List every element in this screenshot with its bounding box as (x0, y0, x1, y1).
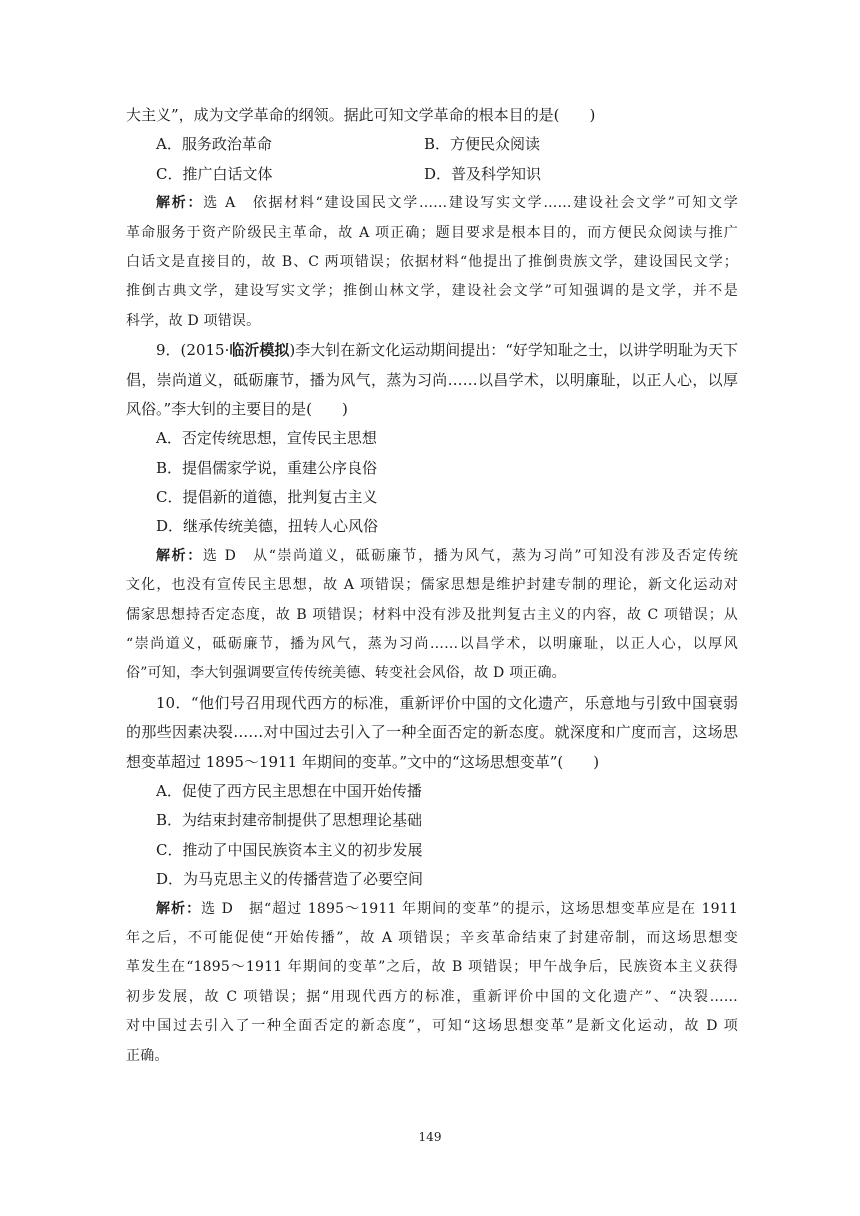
q10-analysis-line: 对中国过去引入了一种全面否定的新态度”，可知“这场思想变革”是新文化运动，故 D 项 (126, 1018, 738, 1035)
q9-stem-text: )李大钊在新文化运动期间提出：“好学知耻之士，以讲学明耻为天下 (289, 341, 738, 360)
q8-option-c: C．推广白话文体 (156, 164, 273, 183)
q8-option-b: B．方便民众阅读 (424, 135, 541, 154)
q9-number: 9．(2015· (156, 341, 230, 360)
analysis-text: 选 D 从“崇尚道义，砥砺廉节，播为风气，蒸为习尚”可知没有涉及否定传统 (202, 547, 738, 564)
q10-analysis-line: 初步发展，故 C 项错误；据“用现代西方的标准，重新评价中国的文化遗产”、“决裂…… (126, 988, 738, 1005)
q10-option-b: B．为结束封建帝制提供了思想理论基础 (156, 811, 423, 830)
q8-options-row-1 (126, 130, 738, 159)
q10-option-a: A．促使了西方民主思想在中国开始传播 (156, 781, 422, 800)
q8-options-row-2 (126, 160, 738, 189)
q10-analysis-line: 年之后，不可能促使“开始传播”，故 A 项错误；辛亥革命结束了封建帝制，而这场思想变 (126, 929, 738, 946)
q9-option-d: D．继承传统美德，扭转人心风俗 (156, 517, 379, 536)
q8-stem-tail: 大主义”，成为文学革命的纲领。据此可知文学革命的根本目的是( ) (126, 106, 596, 124)
q9-analysis-line: 俗”可知，李大钊强调要宣传传统美德、转变社会风俗，故 D 项正确。 (126, 665, 566, 682)
q9-analysis-line: 文化，也没有宣传民主思想，故 A 项错误；儒家思想是维护封建专制的理论，新文化运动对 (126, 577, 738, 594)
q9-stem-line: 风俗。”李大钊的主要目的是( ) (126, 399, 348, 418)
q10-analysis (126, 895, 738, 1071)
page-number: 149 (418, 1130, 442, 1144)
q10-analysis-line: 正确。 (126, 1047, 169, 1064)
q10-analysis-line (126, 895, 738, 924)
q9-analysis-line: “崇尚道义，砥砺廉节，播为风气，蒸为习尚……以昌学术，以明廉耻，以正人心，以厚风 (126, 636, 738, 653)
analysis-label: 解析： (156, 195, 204, 212)
q9-stem-line: 倡，崇尚道义，砥砺廉节，播为风气，蒸为习尚……以昌学术，以明廉耻，以正人心，以厚 (126, 370, 738, 389)
analysis-label: 解析： (156, 547, 203, 564)
q9-option-c: C．提倡新的道德，批判复古主义 (156, 488, 378, 507)
q9-analysis-line: 儒家思想持否定态度，故 B 项错误；材料中没有涉及批判复古主义的内容，故 C 项错误；从 (126, 606, 738, 623)
q9-source: 临沂模拟 (229, 341, 290, 360)
q9-stem-line (126, 336, 738, 365)
analysis-label: 解析： (156, 900, 202, 917)
q8-analysis-line (126, 189, 738, 218)
q10-stem-line: 想变革超过 1895～1911 年期间的变革。”文中的“这场思想变革”( ) (126, 752, 600, 771)
q9-option-b: B．提倡儒家学说，重建公序良俗 (156, 458, 378, 477)
q8-option-a: A．服务政治革命 (156, 135, 272, 154)
q8-analysis-line: 推倒古典文学，建设写实文学；推倒山林文学，建设社会文学”可知强调的是文学，并不是 (126, 283, 738, 300)
q9-analysis-line (126, 542, 738, 571)
q8-analysis-line: 革命服务于资产阶级民主革命，故 A 项正确；题目要求是根本目的，而方便民众阅读与推广 (126, 224, 738, 241)
q10-stem-line: 10．“他们号召用现代西方的标准，重新评价中国的文化遗产，乐意地与引致中国衰弱 (156, 693, 738, 712)
analysis-text: 选 D 据“超过 1895～1911 年期间的变革”的提示，这场思想变革应是在 1911 (201, 900, 738, 917)
analysis-text: 选 A 依据材料“建设国民文学……建设写实文学……建设社会文学”可知文学 (203, 195, 738, 212)
q10-analysis-line: 革发生在“1895～1911 年期间的变革”之后，故 B 项错误；甲午战争后，民族资本主义获得 (126, 959, 738, 976)
q9-option-a: A．否定传统思想，宣传民主思想 (156, 429, 377, 448)
q8-option-d: D．普及科学知识 (424, 164, 542, 183)
q10-option-d: D．为马克思主义的传播营造了必要空间 (156, 870, 424, 889)
q10-option-c: C．推动了中国民族资本主义的初步发展 (156, 840, 423, 859)
q8-analysis (126, 189, 738, 336)
q8-analysis-line: 科学，故 D 项错误。 (126, 312, 261, 329)
q8-analysis-line: 白话文是直接目的，故 B、C 两项错误；依据材料“他提出了推倒贵族文学，建设国民文学； (126, 253, 738, 270)
q10-stem-line: 的那些因素决裂……对中国过去引入了一种全面否定的新态度。就深度和广度而言，这场思 (126, 723, 738, 742)
page-content (126, 101, 738, 1071)
q9-analysis (126, 542, 738, 689)
